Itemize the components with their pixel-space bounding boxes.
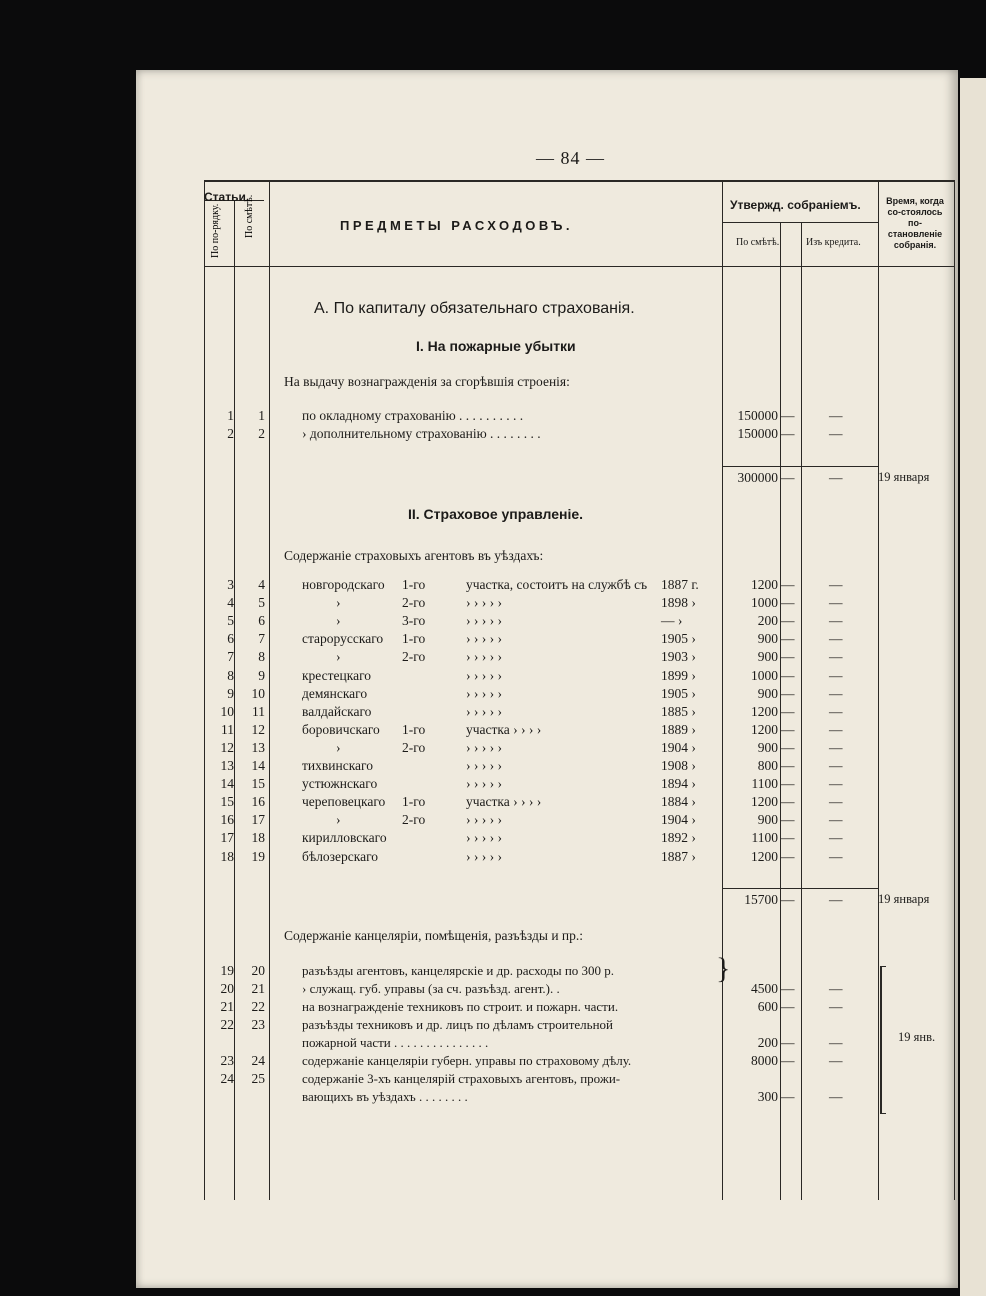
- row-dash-1: —: [781, 595, 795, 611]
- row-estimate-number: 8: [258, 649, 265, 665]
- row-year: 1905 ›: [661, 631, 696, 647]
- row-estimate-number: 12: [251, 721, 265, 737]
- header-iz-kredita: Изъ кредита.: [806, 237, 861, 248]
- row-part: 1-го: [402, 631, 426, 647]
- row-dash-1: —: [781, 649, 795, 665]
- row-value: 8000: [751, 1053, 778, 1068]
- row-description: разъѣзды агентовъ, канцелярскіе и др. расходы по 300 р.: [302, 963, 615, 978]
- row-description: пожарной части . . . . . . . . . . . . . . .: [302, 1035, 489, 1050]
- row-estimate-number: 22: [251, 999, 265, 1014]
- row-estimate-number: 9: [258, 667, 265, 683]
- table-row: [136, 722, 958, 740]
- row-qualifier: › › › › ›: [466, 685, 502, 701]
- row-number: 20: [220, 981, 234, 996]
- row-description: разъѣзды техниковъ и др. лицъ по дѣламъ строительной: [302, 1017, 613, 1032]
- row-dash-1: —: [781, 776, 795, 792]
- row-dash-1: —: [781, 631, 795, 647]
- row-dash-1: —: [781, 408, 795, 423]
- row-estimate-number: 11: [252, 703, 265, 719]
- section-1-title: I. На пожарные убытки: [416, 338, 576, 354]
- row-value: 900: [757, 739, 778, 755]
- row-number: 19: [220, 963, 234, 978]
- row-estimate-number: 20: [251, 963, 265, 978]
- row-value: 900: [757, 631, 778, 647]
- document-page: [136, 70, 958, 1288]
- row-district: ›: [336, 649, 341, 665]
- row-description: вающихъ въ уѣздахъ . . . . . . . .: [302, 1089, 468, 1104]
- row-part: 2-го: [402, 649, 426, 665]
- row-district: ›: [336, 812, 341, 828]
- row-year: 1905 ›: [661, 685, 696, 701]
- row-dash-1: —: [781, 703, 795, 719]
- table-row: [136, 1071, 958, 1089]
- row-number: 18: [220, 848, 234, 864]
- row-district: тихвинскаго: [302, 758, 373, 773]
- table-row: [136, 849, 958, 867]
- row-part: 2-го: [402, 739, 426, 755]
- row-number: 5: [227, 613, 234, 629]
- row-value: 900: [757, 685, 778, 701]
- header-po-smete: По смѣтѣ.: [736, 237, 780, 248]
- date-bracket-bottom: [880, 1113, 886, 1114]
- row-number: 24: [220, 1071, 234, 1086]
- row-dash-2: —: [829, 1053, 843, 1068]
- row-value: 900: [757, 812, 778, 828]
- row-year: 1887 г.: [661, 577, 699, 592]
- table-row: [136, 1053, 958, 1071]
- row-value: 600: [757, 999, 778, 1014]
- row-value: 1200: [751, 794, 778, 810]
- row-qualifier: участка › › › ›: [466, 721, 542, 737]
- row-dash-1: —: [781, 999, 795, 1014]
- row-number: 10: [220, 703, 234, 719]
- row-value: 1200: [751, 577, 778, 592]
- agents-total-value: 15700: [744, 892, 778, 907]
- fire-total-value: 300000: [737, 470, 778, 485]
- row-estimate-number: 2: [258, 426, 265, 441]
- row-district: устюжнскаго: [302, 776, 378, 792]
- row-dash-2: —: [829, 426, 843, 441]
- fire-total-date: 19 января: [878, 470, 930, 484]
- table-row: [136, 981, 958, 999]
- row-description: содержаніе канцеляріи губерн. управы по страховому дѣлу.: [302, 1053, 632, 1068]
- row-qualifier: › › › › ›: [466, 848, 502, 864]
- row-qualifier: › › › › ›: [466, 667, 502, 683]
- row-value: 200: [757, 1035, 778, 1050]
- row-qualifier: › › › › ›: [466, 739, 502, 755]
- row-value: 1200: [751, 703, 778, 719]
- row-number: 2: [227, 426, 234, 441]
- row-estimate-number: 7: [258, 631, 265, 647]
- row-year: 1903 ›: [661, 649, 696, 665]
- row-qualifier: › › › › ›: [466, 649, 502, 665]
- row-value: 150000: [737, 426, 778, 441]
- table-row: [136, 595, 958, 613]
- header-title: ПРЕДМЕТЫ РАСХОДОВЪ.: [340, 218, 574, 233]
- row-number: 13: [220, 758, 234, 773]
- table-row: [136, 740, 958, 758]
- row-district: бѣлозерскаго: [302, 848, 379, 864]
- table-row: [136, 999, 958, 1017]
- row-qualifier: › › › › ›: [466, 830, 502, 846]
- header-top-rule: [204, 180, 954, 182]
- row-dash-1: —: [781, 1053, 795, 1068]
- row-district: ›: [336, 595, 341, 611]
- row-value: 1100: [751, 830, 778, 846]
- row-dash-2: —: [829, 848, 843, 864]
- section-2-title: II. Страховое управленіе.: [408, 506, 584, 522]
- row-estimate-number: 19: [251, 848, 265, 864]
- row-part: 1-го: [402, 721, 426, 737]
- table-row: [136, 794, 958, 812]
- row-dash-1: —: [781, 848, 795, 864]
- row-part: 1-го: [402, 577, 426, 592]
- row-value: 150000: [737, 408, 778, 423]
- row-value: 1000: [751, 667, 778, 683]
- row-description: › служащ. губ. управы (за сч. разъѣзд. агент.). .: [302, 981, 560, 996]
- header-stati: Статьи.: [204, 190, 250, 204]
- row-number: 1: [227, 408, 234, 423]
- row-estimate-number: 25: [251, 1071, 265, 1086]
- row-number: 8: [227, 667, 234, 683]
- row-dash-2: —: [829, 794, 843, 810]
- row-year: 1904 ›: [661, 812, 696, 828]
- table-row: [136, 1089, 958, 1107]
- row-number: 9: [227, 685, 234, 701]
- row-year: 1908 ›: [661, 758, 696, 773]
- row-number: 23: [220, 1053, 234, 1068]
- row-dash-2: —: [829, 703, 843, 719]
- table-row: [136, 812, 958, 830]
- row-dash-2: —: [829, 1035, 843, 1050]
- row-dash-2: —: [829, 758, 843, 773]
- row-estimate-number: 14: [251, 758, 265, 773]
- row-district: крестецкаго: [302, 667, 372, 683]
- row-estimate-number: 10: [251, 685, 265, 701]
- row-dash-2: —: [829, 577, 843, 592]
- row-number: 4: [227, 595, 234, 611]
- row-dash-1: —: [781, 812, 795, 828]
- row-part: 1-го: [402, 794, 426, 810]
- row-estimate-number: 1: [258, 408, 265, 423]
- row-part: 2-го: [402, 595, 426, 611]
- row-estimate-number: 24: [251, 1053, 265, 1068]
- row-district: кирилловскаго: [302, 830, 387, 846]
- row-value: 800: [757, 758, 778, 773]
- date-bracket-line: [880, 966, 882, 1114]
- row-qualifier: › › › › ›: [466, 758, 502, 773]
- row-estimate-number: 13: [251, 739, 265, 755]
- row-dash-2: —: [829, 613, 843, 629]
- row-dash-1: —: [781, 981, 795, 996]
- agents-total-date: 19 января: [878, 892, 930, 906]
- row-number: 11: [221, 721, 234, 737]
- row-qualifier: › › › › ›: [466, 776, 502, 792]
- row-dash-2: —: [829, 812, 843, 828]
- row-district: череповецкаго: [302, 794, 386, 810]
- brace-left: }: [716, 952, 731, 985]
- section-a-title: А. По капиталу обязательнаго страхованія.: [314, 300, 635, 317]
- row-description: › дополнительному страхованію . . . . . . . .: [302, 426, 541, 441]
- row-dash-2: —: [829, 721, 843, 737]
- section-1-intro: На выдачу вознагражденія за сгорѣвшія строенія:: [284, 374, 570, 389]
- row-qualifier: участка › › › ›: [466, 794, 542, 810]
- row-qualifier: › › › › ›: [466, 812, 502, 828]
- row-dash-2: —: [829, 981, 843, 996]
- row-description: на вознагражденіе техниковъ по строит. и пожарн. части.: [302, 999, 619, 1014]
- table-row: [136, 426, 958, 444]
- row-dash-1: —: [781, 830, 795, 846]
- header-bottom-rule: [204, 266, 954, 267]
- row-dash-1: —: [781, 1035, 795, 1050]
- row-year: 1904 ›: [661, 739, 696, 755]
- row-number: 16: [220, 812, 234, 828]
- row-estimate-number: 5: [258, 595, 265, 611]
- row-year: 1899 ›: [661, 667, 696, 683]
- row-number: 17: [220, 830, 234, 846]
- row-description: по окладному страхованію . . . . . . . . . .: [302, 408, 524, 423]
- row-dash-1: —: [781, 721, 795, 737]
- table-row: [136, 704, 958, 722]
- table-row: [136, 1035, 958, 1053]
- row-dash-2: —: [829, 408, 843, 423]
- row-estimate-number: 17: [251, 812, 265, 828]
- header-po-smete-vert: По смѣтѣ.: [244, 194, 255, 238]
- table-row: [136, 649, 958, 667]
- row-dash-1: —: [781, 577, 795, 592]
- row-number: 3: [227, 577, 234, 592]
- fire-total-d1: —: [781, 470, 795, 485]
- row-dash-2: —: [829, 1089, 843, 1104]
- agents-intro: Содержаніе страховыхъ агентовъ въ уѣздахъ:: [284, 548, 544, 563]
- row-value: 200: [757, 613, 778, 629]
- row-district: новгородскаго: [302, 577, 385, 592]
- row-qualifier: › › › › ›: [466, 703, 502, 719]
- row-dash-1: —: [781, 758, 795, 773]
- row-dash-2: —: [829, 685, 843, 701]
- row-number: 14: [220, 776, 234, 792]
- header-po-poryadku: По по-рядку.: [210, 203, 221, 258]
- row-qualifier: › › › › ›: [466, 595, 502, 611]
- row-dash-2: —: [829, 776, 843, 792]
- row-dash-1: —: [781, 739, 795, 755]
- row-district: демянскаго: [302, 685, 368, 701]
- row-value: 300: [757, 1089, 778, 1104]
- row-qualifier: › › › › ›: [466, 613, 502, 629]
- row-number: 12: [220, 739, 234, 755]
- row-dash-1: —: [781, 667, 795, 683]
- row-dash-2: —: [829, 739, 843, 755]
- table-row: [136, 963, 958, 981]
- table-row: [136, 758, 958, 776]
- row-value: 4500: [751, 981, 778, 996]
- row-dash-2: —: [829, 595, 843, 611]
- row-qualifier: участка, состоитъ на службѣ съ: [466, 577, 648, 592]
- row-dash-1: —: [781, 1089, 795, 1104]
- table-row: [136, 776, 958, 794]
- row-district: валдайскаго: [302, 703, 372, 719]
- page-number: — 84 —: [536, 148, 605, 168]
- row-year: 1887 ›: [661, 848, 696, 864]
- row-district: ›: [336, 613, 341, 629]
- header-approved: Утвержд. собраніемъ.: [730, 198, 861, 212]
- row-dash-1: —: [781, 426, 795, 441]
- row-description: содержаніе 3-хъ канцелярій страховыхъ агентовъ, прожи-: [302, 1071, 621, 1086]
- agents-total-d2: —: [829, 892, 843, 907]
- row-estimate-number: 16: [251, 794, 265, 810]
- office-date: 19 янв.: [898, 1030, 936, 1044]
- row-value: 1200: [751, 721, 778, 737]
- row-value: 900: [757, 649, 778, 665]
- table-row: [136, 1017, 958, 1035]
- date-bracket-top: [880, 966, 886, 967]
- row-year: 1892 ›: [661, 830, 696, 846]
- header-time: Время, когда со-стоялось по-становленіе собранія.: [886, 196, 944, 250]
- agents-total-d1: —: [781, 892, 795, 907]
- row-value: 1100: [751, 776, 778, 792]
- row-part: 3-го: [402, 613, 426, 629]
- table-row: [136, 577, 958, 595]
- row-year: — ›: [661, 613, 683, 629]
- row-year: 1898 ›: [661, 595, 696, 611]
- table-row: [136, 631, 958, 649]
- row-number: 22: [220, 1017, 234, 1032]
- row-district: ›: [336, 739, 341, 755]
- row-number: 21: [220, 999, 234, 1014]
- agents-total-row: [136, 892, 958, 910]
- row-dash-2: —: [829, 649, 843, 665]
- row-estimate-number: 18: [251, 830, 265, 846]
- row-dash-2: —: [829, 999, 843, 1014]
- row-number: 6: [227, 631, 234, 647]
- table-row: [136, 408, 958, 426]
- table-row: [136, 668, 958, 686]
- approved-rule: [722, 222, 878, 223]
- row-qualifier: › › › › ›: [466, 631, 502, 647]
- row-year: 1884 ›: [661, 794, 696, 810]
- row-estimate-number: 21: [251, 981, 265, 996]
- row-value: 1000: [751, 595, 778, 611]
- adjacent-page-edge: [960, 78, 986, 1296]
- row-dash-1: —: [781, 685, 795, 701]
- row-dash-1: —: [781, 794, 795, 810]
- row-dash-2: —: [829, 667, 843, 683]
- row-district: боровичскаго: [302, 721, 380, 737]
- row-year: 1889 ›: [661, 721, 696, 737]
- row-dash-2: —: [829, 631, 843, 647]
- table-row: [136, 830, 958, 848]
- row-estimate-number: 23: [251, 1017, 265, 1032]
- fire-total-d2: —: [829, 470, 843, 485]
- table-row: [136, 613, 958, 631]
- row-dash-2: —: [829, 830, 843, 846]
- row-estimate-number: 15: [251, 776, 265, 792]
- table-row: [136, 686, 958, 704]
- row-number: 15: [220, 794, 234, 810]
- row-value: 1200: [751, 848, 778, 864]
- fire-total-row: [136, 470, 958, 488]
- row-year: 1894 ›: [661, 776, 696, 792]
- row-district: старорусскаго: [302, 631, 384, 647]
- row-part: 2-го: [402, 812, 426, 828]
- row-year: 1885 ›: [661, 703, 696, 719]
- row-estimate-number: 6: [258, 613, 265, 629]
- row-estimate-number: 4: [258, 577, 265, 592]
- row-dash-1: —: [781, 613, 795, 629]
- office-intro: Содержаніе канцеляріи, помѣщенія, разъѣзды и пр.:: [284, 928, 584, 943]
- fire-subtotal-rule: [722, 466, 878, 467]
- agents-subtotal-rule: [722, 888, 878, 889]
- row-number: 7: [227, 649, 234, 665]
